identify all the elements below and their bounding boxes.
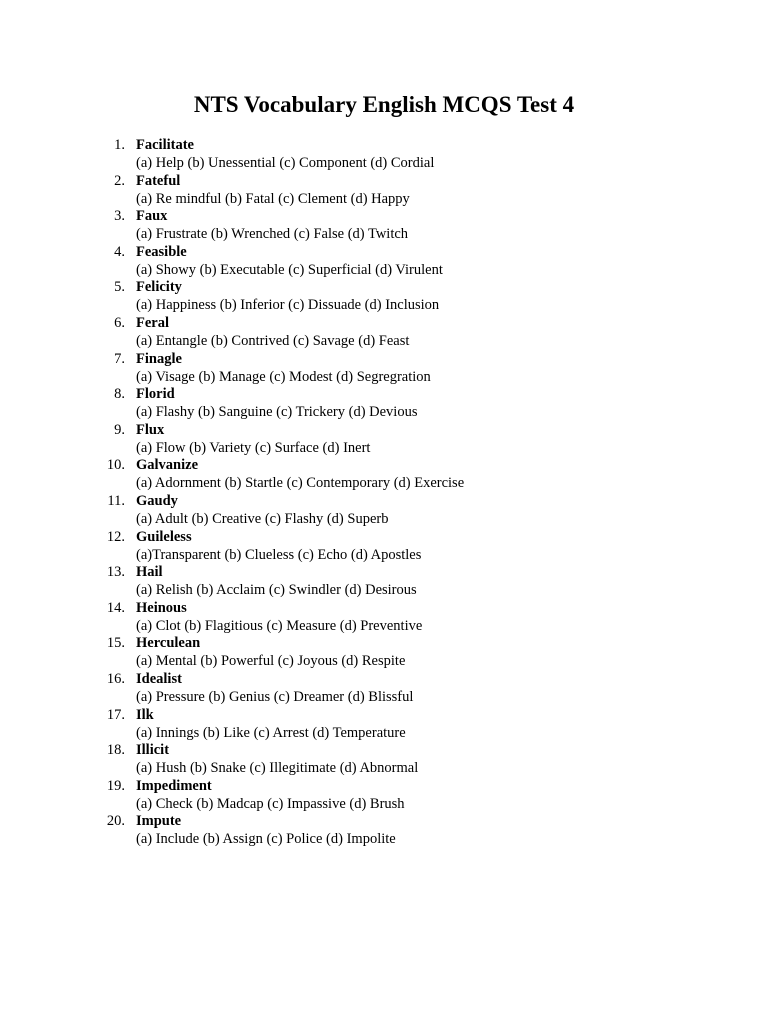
question-options: (a) Include (b) Assign (c) Police (d) Impolite (136, 831, 396, 848)
question-number: 18. (106, 742, 125, 759)
question-word: Ilk (136, 706, 154, 723)
question-item (0, 599, 768, 635)
question-item (0, 528, 768, 564)
question-item (0, 314, 768, 350)
question-item (0, 278, 768, 314)
question-number: 8. (114, 386, 125, 403)
question-number: 3. (114, 208, 125, 225)
question-word: Hail (136, 564, 163, 581)
question-number: 6. (114, 314, 125, 331)
question-options: (a) Help (b) Unessential (c) Component (d) Cordial (136, 155, 435, 171)
question-word: Herculean (136, 635, 201, 652)
question-number: 9. (114, 421, 125, 438)
question-number: 19. (106, 777, 125, 794)
question-word: Flux (136, 421, 165, 438)
question-item (0, 207, 768, 243)
question-options: (a) Innings (b) Like (c) Arrest (d) Temperature (136, 724, 406, 741)
question-word: Idealist (136, 670, 182, 687)
question-item (0, 172, 768, 208)
question-list (0, 136, 768, 848)
question-word: Feral (136, 314, 170, 331)
question-word: Impute (136, 813, 182, 830)
question-options: (a) Hush (b) Snake (c) Illegitimate (d) Abnormal (136, 760, 419, 777)
question-number: 20. (106, 813, 125, 830)
question-number: 2. (114, 172, 125, 189)
question-options: (a) Check (b) Madcap (c) Impassive (d) Brush (136, 795, 405, 812)
question-number: 4. (114, 243, 125, 260)
question-word: Florid (136, 386, 175, 403)
question-item (0, 456, 768, 492)
question-word: Impediment (136, 777, 212, 794)
question-options: (a) Happiness (b) Inferior (c) Dissuade (d) Inclusion (136, 297, 440, 314)
question-options: (a) Adult (b) Creative (c) Flashy (d) Superb (136, 510, 389, 527)
question-word: Guileless (136, 528, 192, 545)
question-options: (a) Visage (b) Manage (c) Modest (d) Segregration (136, 368, 431, 385)
question-word: Galvanize (136, 457, 199, 474)
question-item (0, 563, 768, 599)
question-item (0, 243, 768, 279)
question-item (0, 741, 768, 777)
question-options: (a) Showy (b) Executable (c) Superficial (d) Virulent (136, 261, 443, 278)
question-number: 5. (114, 279, 125, 296)
question-number: 14. (106, 599, 125, 616)
question-options: (a) Frustrate (b) Wrenched (c) False (d) Twitch (136, 226, 409, 243)
question-options: (a) Pressure (b) Genius (c) Dreamer (d) Blissful (136, 688, 414, 705)
question-options: (a) Adornment (b) Startle (c) Contemporary (d) Exercise (136, 475, 465, 492)
question-options: (a) Entangle (b) Contrived (c) Savage (d) Feast (136, 332, 410, 349)
question-item (0, 492, 768, 528)
question-item (0, 421, 768, 457)
question-options: (a) Relish (b) Acclaim (c) Swindler (d) Desirous (136, 582, 417, 599)
question-word: Fateful (136, 172, 181, 189)
question-word: Heinous (136, 599, 187, 616)
question-number: 7. (114, 350, 125, 367)
question-item (0, 777, 768, 813)
question-word: Finagle (136, 350, 182, 367)
question-options: (a)Transparent (b) Clueless (c) Echo (d) Apostles (136, 546, 422, 563)
question-item (0, 385, 768, 421)
question-number: 11. (107, 492, 125, 509)
question-number: 10. (106, 457, 125, 474)
question-options: (a) Mental (b) Powerful (c) Joyous (d) Respite (136, 653, 406, 670)
question-item (0, 670, 768, 706)
question-number: 13. (106, 564, 125, 581)
question-word: Faux (136, 208, 168, 225)
question-options: (a) Re mindful (b) Fatal (c) Clement (d) Happy (136, 190, 410, 207)
question-word: Illicit (136, 742, 170, 759)
question-item (0, 634, 768, 670)
question-word: Felicity (136, 279, 182, 296)
question-item (0, 812, 768, 848)
question-number: 12. (106, 528, 125, 545)
question-item (0, 136, 768, 172)
question-options: (a) Flow (b) Variety (c) Surface (d) Inert (136, 439, 371, 456)
question-number: 15. (106, 635, 125, 652)
question-item (0, 350, 768, 386)
question-number: 16. (106, 670, 125, 687)
question-word: Feasible (136, 243, 187, 260)
question-word: Facilitate (136, 137, 194, 153)
question-word: Gaudy (136, 492, 178, 509)
question-options: (a) Clot (b) Flagitious (c) Measure (d) Preventive (136, 617, 423, 634)
question-number: 1. (114, 137, 125, 153)
question-number: 17. (106, 706, 125, 723)
page-title: NTS Vocabulary English MCQS Test 4 (193, 92, 575, 117)
question-item (0, 706, 768, 742)
question-options: (a) Flashy (b) Sanguine (c) Trickery (d) Devious (136, 404, 418, 421)
